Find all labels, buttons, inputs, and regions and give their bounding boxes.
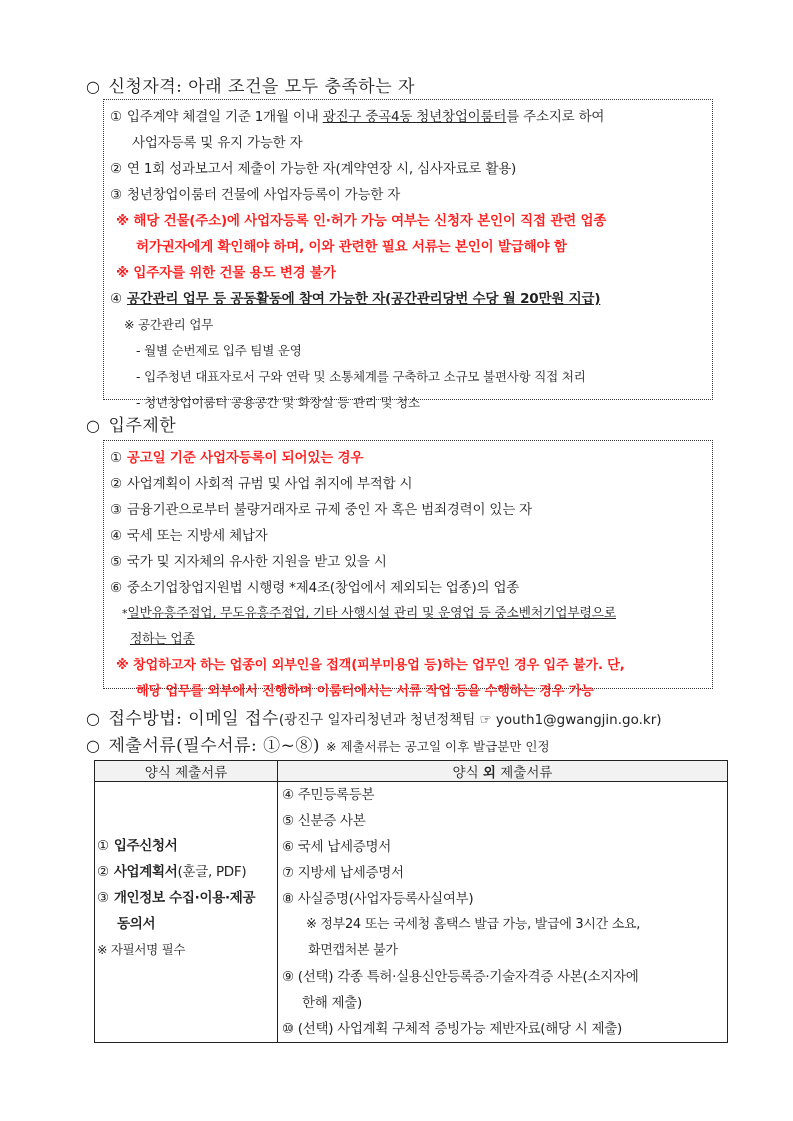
space-management-note-item: - 청년창업이룸터 공용공간 및 화장실 등 관리 및 청소 xyxy=(136,395,420,410)
restriction-item-5: ⑤ 국가 및 지자체의 유사한 지원을 받고 있을 시 xyxy=(110,554,387,570)
documents-table xyxy=(94,760,728,1043)
warning-permit-cont: 허가권자에게 확인해야 하며, 이와 관련한 필요 서류는 본인이 발급해야 함 xyxy=(136,239,567,255)
restriction-item-3: ③ 금융기관으로부터 불량거래자로 규제 중인 자 혹은 범죄경력이 있는 자 xyxy=(110,502,533,518)
qualification-item-3: ③ 청년창업이룸터 건물에 사업자등록이 가능한 자 xyxy=(110,187,401,203)
circle-bullet-icon: ○ xyxy=(86,416,101,435)
restriction-warning-cont: 해당 업무를 외부에서 진행하며 이룸터에서는 서류 작업 등을 수행하는 경우 가능 xyxy=(136,684,594,699)
form-doc-3: ③ 개인정보 수집·이용·제공 xyxy=(97,890,256,906)
warning-no-use-change: ※ 입주자를 위한 건물 용도 변경 불가 xyxy=(116,265,336,281)
other-doc-6: ⑥ 국세 납세증명서 xyxy=(282,839,391,855)
documents-table-row xyxy=(95,782,728,1043)
section-title-application: ○ 접수방법: 이메일 접수(광진구 일자리청년과 청년정책팀 ☞ youth1@gwangjin.go.kr) xyxy=(86,709,662,729)
other-doc-8-note: ※ 정부24 또는 국세청 홈택스 발급 가능, 발급에 3시간 소요, xyxy=(306,917,641,932)
form-doc-1: ① 입주신청서 xyxy=(97,838,178,854)
space-management-note-title: ※ 공간관리 업무 xyxy=(124,317,214,332)
qualification-item-2: ② 연 1회 성과보고서 제출이 가능한 자(계약연장 시, 심사자료로 활용) xyxy=(110,161,517,177)
qualification-item-1-cont: 사업자등록 및 유지 가능한 자 xyxy=(132,135,303,151)
form-documents-cell xyxy=(95,782,278,1043)
restriction-footnote-cont: 정하는 업종 xyxy=(130,632,195,647)
other-documents-cell xyxy=(278,782,728,1043)
header-other-documents: 양식 외 제출서류 xyxy=(278,761,728,782)
documents-table-header xyxy=(95,761,728,782)
restriction-item-4: ④ 국세 또는 지방세 체납자 xyxy=(110,528,268,544)
restriction-item-6: ⑥ 중소기업창업지원법 시행령 *제4조(창업에서 제외되는 업종)의 업종 xyxy=(110,580,520,596)
space-management-note-item: - 입주청년 대표자로서 구와 연락 및 소통체계를 구축하고 소규모 불편사항 직접 처리 xyxy=(136,369,586,384)
other-doc-4: ④ 주민등록등본 xyxy=(282,787,375,803)
form-doc-3-cont: 동의서 xyxy=(117,916,156,932)
form-doc-2: ② 사업계획서(훈글, PDF) xyxy=(97,864,247,880)
warning-permit: ※ 해당 건물(주소)에 사업자등록 인·허가 가능 여부는 신청자 본인이 직접 관련 업종 xyxy=(116,213,607,229)
other-doc-8: ⑧ 사실증명(사업자등록사실여부) xyxy=(282,891,474,907)
restriction-item-1: ① 공고일 기준 사업자등록이 되어있는 경우 xyxy=(110,450,364,466)
other-doc-9: ⑨ (선택) 각종 특허·실용신안등록증·기술자격증 사본(소지자에 xyxy=(282,969,639,985)
section-title-qualification: ○ 신청자격: 아래 조건을 모두 충족하는 자 xyxy=(86,77,415,97)
section-title-documents: ○ 제출서류(필수서류: ①~⑧) ※ 제출서류는 공고일 이후 발급분만 인정 xyxy=(86,736,550,756)
other-doc-9-cont: 한해 제출) xyxy=(302,995,362,1011)
restriction-box xyxy=(103,440,713,699)
qualification-box xyxy=(103,99,713,410)
circle-bullet-icon: ○ xyxy=(86,77,101,96)
space-management-note-item: - 월별 순번제로 입주 팀별 운영 xyxy=(136,343,302,358)
other-doc-8-note-cont: 화면캡처본 불가 xyxy=(308,943,398,958)
header-form-documents: 양식 제출서류 xyxy=(95,761,278,782)
restriction-item-2: ② 사업계획이 사회적 규범 및 사업 취지에 부적합 시 xyxy=(110,476,413,492)
section-title-restriction: ○ 입주제한 xyxy=(86,416,177,436)
other-doc-5: ⑤ 신분증 사본 xyxy=(282,813,366,829)
documents-note: ※ 제출서류는 공고일 이후 발급분만 인정 xyxy=(326,739,550,754)
restriction-footnote: *일반유흥주점업, 무도유흥주점업, 기타 사행시설 관리 및 운영업 등 중소벤처기업부령으로 xyxy=(122,606,616,621)
circle-bullet-icon: ○ xyxy=(86,709,101,728)
restriction-warning: ※ 창업하고자 하는 업종이 외부인을 접객(피부미용업 등)하는 업무인 경우 입주 불가. 단, xyxy=(116,658,625,673)
other-doc-10: ⑩ (선택) 사업계획 구체적 증빙가능 제반자료(해당 시 제출) xyxy=(282,1021,622,1037)
other-doc-7: ⑦ 지방세 납세증명서 xyxy=(282,865,404,881)
form-doc-signature-note: ※ 자필서명 필수 xyxy=(97,942,186,957)
qualification-item-1: ① 입주계약 체결일 기준 1개월 이내 광진구 중곡4동 청년창업이룸터를 주소지로 하여 xyxy=(110,109,605,125)
application-email-detail: (광진구 일자리청년과 청년정책팀 ☞ youth1@gwangjin.go.kr) xyxy=(278,712,662,728)
qualification-item-4: ④ 공간관리 업무 등 공동활동에 참여 가능한 자(공간관리당번 수당 월 20만원 지급) xyxy=(110,291,601,307)
circle-bullet-icon: ○ xyxy=(86,736,101,755)
